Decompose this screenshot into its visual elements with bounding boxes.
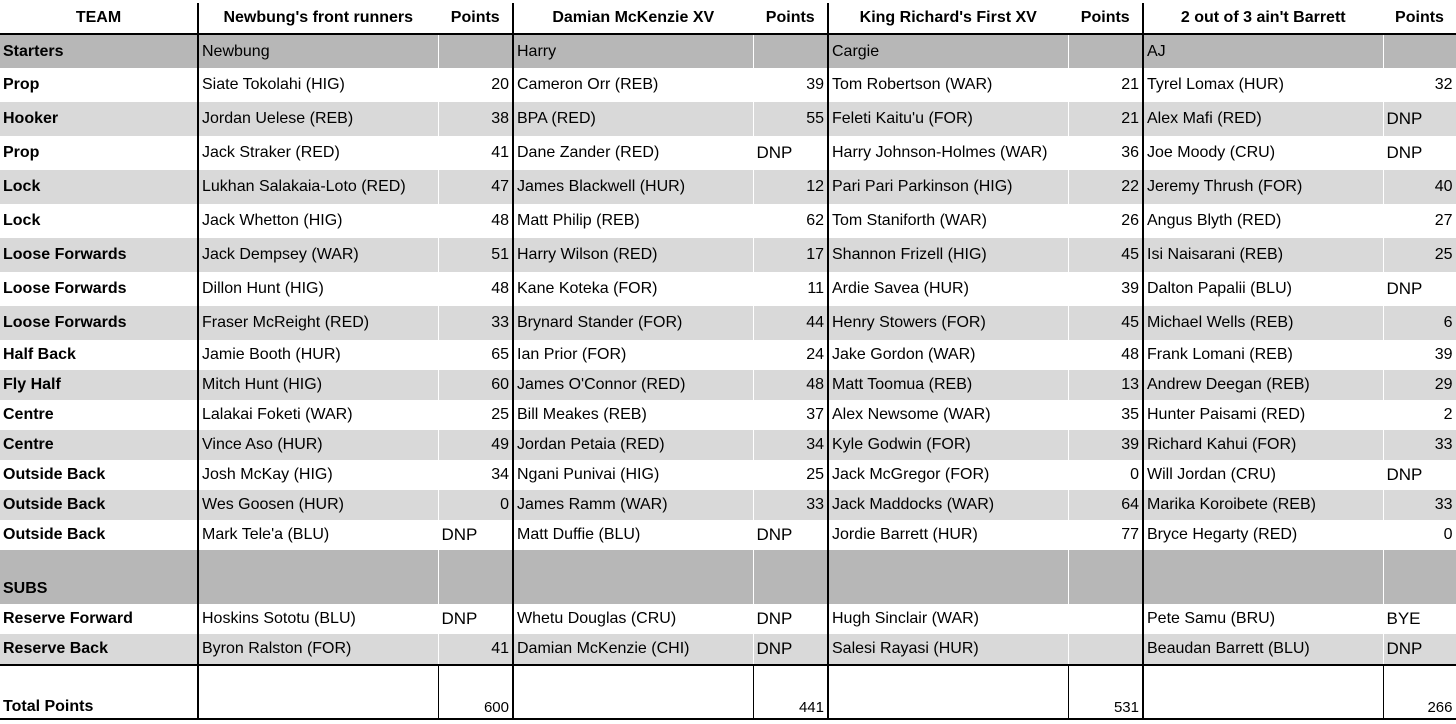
empty-cell[interactable]	[1383, 574, 1456, 604]
position-cell[interactable]: Lock	[0, 204, 198, 238]
points-cell[interactable]: 48	[753, 370, 828, 400]
player-cell[interactable]: Will Jordan (CRU)	[1143, 460, 1383, 490]
empty-cell[interactable]	[828, 550, 1068, 574]
player-cell[interactable]: Alex Newsome (WAR)	[828, 400, 1068, 430]
empty-cell[interactable]	[198, 574, 438, 604]
points-cell[interactable]: 38	[438, 102, 513, 136]
player-cell[interactable]: Hunter Paisami (RED)	[1143, 400, 1383, 430]
sub-row	[0, 604, 1456, 634]
subs-row	[0, 574, 1456, 604]
table-row	[0, 400, 1456, 430]
player-cell[interactable]: Brynard Stander (FOR)	[513, 306, 753, 340]
points-cell[interactable]: 29	[1383, 370, 1456, 400]
player-cell[interactable]: Tom Robertson (WAR)	[828, 68, 1068, 102]
owner-cell[interactable]: Cargie	[828, 34, 1068, 68]
player-cell[interactable]: Whetu Douglas (CRU)	[513, 604, 753, 634]
table-row	[0, 460, 1456, 490]
position-cell[interactable]: Prop	[0, 136, 198, 170]
points-cell[interactable]: 39	[1068, 272, 1143, 306]
player-cell[interactable]: Isi Naisarani (REB)	[1143, 238, 1383, 272]
points-cell[interactable]: 45	[1068, 306, 1143, 340]
points-cell[interactable]: 2	[1383, 400, 1456, 430]
player-cell[interactable]: Lukhan Salakaia-Loto (RED)	[198, 170, 438, 204]
total-label[interactable]: Total Points	[0, 665, 198, 719]
points-cell[interactable]: 25	[753, 460, 828, 490]
points-cell[interactable]: 32	[1383, 68, 1456, 102]
player-cell[interactable]: Wes Goosen (HUR)	[198, 490, 438, 520]
points-cell[interactable]: 20	[438, 68, 513, 102]
points-cell[interactable]: 62	[753, 204, 828, 238]
player-cell[interactable]: Richard Kahui (FOR)	[1143, 430, 1383, 460]
table-row	[0, 102, 1456, 136]
points-cell[interactable]: DNP	[753, 136, 828, 170]
points-cell[interactable]: DNP	[1383, 272, 1456, 306]
player-cell[interactable]: Siate Tokolahi (HIG)	[198, 68, 438, 102]
header-row	[0, 3, 1456, 34]
player-cell[interactable]: Bryce Hegarty (RED)	[1143, 520, 1383, 550]
points-cell[interactable]: 33	[1383, 490, 1456, 520]
points-cell[interactable]: 25	[438, 400, 513, 430]
empty-cell[interactable]	[1143, 574, 1383, 604]
table-row	[0, 520, 1456, 550]
table-row	[0, 490, 1456, 520]
points-cell[interactable]	[1068, 634, 1143, 665]
player-cell[interactable]: Jack McGregor (FOR)	[828, 460, 1068, 490]
player-cell[interactable]: Jack Dempsey (WAR)	[198, 238, 438, 272]
team-name-header[interactable]: 2 out of 3 ain't Barrett	[1143, 3, 1383, 34]
player-cell[interactable]: Cameron Orr (REB)	[513, 68, 753, 102]
position-cell[interactable]: Loose Forwards	[0, 238, 198, 272]
sub-row	[0, 634, 1456, 665]
total-points[interactable]: 441	[753, 665, 828, 719]
starters-row	[0, 34, 1456, 68]
points-cell[interactable]: 0	[1068, 460, 1143, 490]
player-cell[interactable]: Jack Straker (RED)	[198, 136, 438, 170]
points-cell[interactable]	[1068, 34, 1143, 68]
points-cell[interactable]: 13	[1068, 370, 1143, 400]
points-cell[interactable]: DNP	[1383, 136, 1456, 170]
player-cell[interactable]: Dane Zander (RED)	[513, 136, 753, 170]
empty-cell[interactable]	[198, 550, 438, 574]
points-cell[interactable]: 11	[753, 272, 828, 306]
player-cell[interactable]: Kane Koteka (FOR)	[513, 272, 753, 306]
player-cell[interactable]: Henry Stowers (FOR)	[828, 306, 1068, 340]
position-cell[interactable]: Outside Back	[0, 520, 198, 550]
position-cell[interactable]: Hooker	[0, 102, 198, 136]
empty-cell[interactable]	[828, 574, 1068, 604]
player-cell[interactable]: Mark Tele'a (BLU)	[198, 520, 438, 550]
empty-cell[interactable]	[1143, 550, 1383, 574]
points-cell[interactable]: 48	[1068, 340, 1143, 370]
points-cell[interactable]: 33	[1383, 430, 1456, 460]
player-cell[interactable]: Matt Philip (REB)	[513, 204, 753, 238]
player-cell[interactable]: Vince Aso (HUR)	[198, 430, 438, 460]
total-points[interactable]: 266	[1383, 665, 1456, 719]
points-header[interactable]: Points	[1383, 3, 1456, 34]
player-cell[interactable]: Harry Johnson-Holmes (WAR)	[828, 136, 1068, 170]
table-row	[0, 340, 1456, 370]
player-cell[interactable]: Ngani Punivai (HIG)	[513, 460, 753, 490]
player-cell[interactable]: Jack Whetton (HIG)	[198, 204, 438, 238]
table-row	[0, 272, 1456, 306]
empty-cell[interactable]	[513, 574, 753, 604]
points-cell[interactable]: 12	[753, 170, 828, 204]
owner-cell[interactable]: Harry	[513, 34, 753, 68]
player-cell[interactable]: Ian Prior (FOR)	[513, 340, 753, 370]
table-body	[0, 3, 1456, 719]
points-cell[interactable]: DNP	[438, 520, 513, 550]
owner-cell[interactable]: AJ	[1143, 34, 1383, 68]
position-cell[interactable]: Half Back	[0, 340, 198, 370]
points-cell[interactable]	[438, 34, 513, 68]
points-cell[interactable]: 49	[438, 430, 513, 460]
player-cell[interactable]: Feleti Kaitu'u (FOR)	[828, 102, 1068, 136]
empty-cell[interactable]	[1068, 550, 1143, 574]
position-cell[interactable]: Fly Half	[0, 370, 198, 400]
points-cell[interactable]: 51	[438, 238, 513, 272]
points-cell[interactable]: 6	[1383, 306, 1456, 340]
position-cell[interactable]: Outside Back	[0, 460, 198, 490]
points-cell[interactable]: 25	[1383, 238, 1456, 272]
points-cell[interactable]: DNP	[1383, 634, 1456, 665]
points-cell[interactable]: 55	[753, 102, 828, 136]
points-cell[interactable]: DNP	[1383, 460, 1456, 490]
player-cell[interactable]: Tyrel Lomax (HUR)	[1143, 68, 1383, 102]
table-row	[0, 68, 1456, 102]
player-cell[interactable]: Andrew Deegan (REB)	[1143, 370, 1383, 400]
player-cell[interactable]: James O'Connor (RED)	[513, 370, 753, 400]
points-cell[interactable]: 24	[753, 340, 828, 370]
player-cell[interactable]: Salesi Rayasi (HUR)	[828, 634, 1068, 665]
points-cell[interactable]: 39	[1383, 340, 1456, 370]
team-header[interactable]: TEAM	[0, 3, 198, 34]
points-cell[interactable]	[753, 34, 828, 68]
empty-cell[interactable]	[753, 574, 828, 604]
player-cell[interactable]: Shannon Frizell (HIG)	[828, 238, 1068, 272]
points-cell[interactable]: DNP	[753, 604, 828, 634]
player-cell[interactable]: Dillon Hunt (HIG)	[198, 272, 438, 306]
player-cell[interactable]: Frank Lomani (REB)	[1143, 340, 1383, 370]
player-cell[interactable]: Pari Pari Parkinson (HIG)	[828, 170, 1068, 204]
player-cell[interactable]: Jack Maddocks (WAR)	[828, 490, 1068, 520]
points-header[interactable]: Points	[438, 3, 513, 34]
player-cell[interactable]: Jordan Petaia (RED)	[513, 430, 753, 460]
section-label[interactable]: Starters	[0, 34, 198, 68]
player-cell[interactable]: Marika Koroibete (REB)	[1143, 490, 1383, 520]
points-cell[interactable]: 64	[1068, 490, 1143, 520]
player-cell[interactable]: Harry Wilson (RED)	[513, 238, 753, 272]
spreadsheet	[0, 3, 1456, 720]
empty-cell[interactable]	[828, 665, 1068, 719]
points-cell[interactable]: DNP	[1383, 102, 1456, 136]
player-cell[interactable]: Josh McKay (HIG)	[198, 460, 438, 490]
points-cell[interactable]: BYE	[1383, 604, 1456, 634]
player-cell[interactable]: Jordie Barrett (HUR)	[828, 520, 1068, 550]
points-header[interactable]: Points	[1068, 3, 1143, 34]
total-points[interactable]: 531	[1068, 665, 1143, 719]
empty-cell[interactable]	[1068, 574, 1143, 604]
points-cell[interactable]	[1383, 34, 1456, 68]
player-cell[interactable]: Damian McKenzie (CHI)	[513, 634, 753, 665]
points-cell[interactable]: 40	[1383, 170, 1456, 204]
player-cell[interactable]: Jamie Booth (HUR)	[198, 340, 438, 370]
empty-cell[interactable]	[1143, 665, 1383, 719]
points-cell[interactable]: DNP	[753, 520, 828, 550]
player-cell[interactable]: Hugh Sinclair (WAR)	[828, 604, 1068, 634]
points-cell[interactable]: 39	[753, 68, 828, 102]
points-cell[interactable]: 37	[753, 400, 828, 430]
player-cell[interactable]: Beaudan Barrett (BLU)	[1143, 634, 1383, 665]
position-cell[interactable]: Loose Forwards	[0, 306, 198, 340]
player-cell[interactable]: Angus Blyth (RED)	[1143, 204, 1383, 238]
points-cell[interactable]: 41	[438, 136, 513, 170]
empty-cell[interactable]	[753, 550, 828, 574]
team-name-header[interactable]: Damian McKenzie XV	[513, 3, 753, 34]
player-cell[interactable]: Matt Duffie (BLU)	[513, 520, 753, 550]
player-cell[interactable]: Dalton Papalii (BLU)	[1143, 272, 1383, 306]
points-cell[interactable]: 47	[438, 170, 513, 204]
points-cell[interactable]: 0	[438, 490, 513, 520]
points-cell[interactable]: 33	[753, 490, 828, 520]
points-cell[interactable]: 35	[1068, 400, 1143, 430]
points-cell[interactable]: DNP	[753, 634, 828, 665]
points-cell[interactable]: 0	[1383, 520, 1456, 550]
fantasy-rugby-table	[0, 3, 1456, 720]
points-cell[interactable]: 33	[438, 306, 513, 340]
player-cell[interactable]: Pete Samu (BRU)	[1143, 604, 1383, 634]
player-cell[interactable]: Ardie Savea (HUR)	[828, 272, 1068, 306]
team-name-header[interactable]: King Richard's First XV	[828, 3, 1068, 34]
empty-cell[interactable]	[0, 550, 198, 574]
player-cell[interactable]: Matt Toomua (REB)	[828, 370, 1068, 400]
points-cell[interactable]: 41	[438, 634, 513, 665]
position-cell[interactable]: Prop	[0, 68, 198, 102]
points-cell[interactable]: 77	[1068, 520, 1143, 550]
points-cell[interactable]: 17	[753, 238, 828, 272]
player-cell[interactable]: Tom Staniforth (WAR)	[828, 204, 1068, 238]
table-row	[0, 136, 1456, 170]
player-cell[interactable]: Jordan Uelese (REB)	[198, 102, 438, 136]
position-cell[interactable]: Lock	[0, 170, 198, 204]
player-cell[interactable]: Michael Wells (REB)	[1143, 306, 1383, 340]
empty-cell[interactable]	[1383, 550, 1456, 574]
player-cell[interactable]: Alex Mafi (RED)	[1143, 102, 1383, 136]
player-cell[interactable]: Mitch Hunt (HIG)	[198, 370, 438, 400]
owner-cell[interactable]: Newbung	[198, 34, 438, 68]
position-cell[interactable]: Reserve Forward	[0, 604, 198, 634]
position-cell[interactable]: Loose Forwards	[0, 272, 198, 306]
empty-cell[interactable]	[513, 665, 753, 719]
player-cell[interactable]: Fraser McReight (RED)	[198, 306, 438, 340]
points-header[interactable]: Points	[753, 3, 828, 34]
points-cell[interactable]: 27	[1383, 204, 1456, 238]
points-cell[interactable]: 21	[1068, 102, 1143, 136]
position-cell[interactable]: Centre	[0, 430, 198, 460]
points-cell[interactable]: DNP	[438, 604, 513, 634]
player-cell[interactable]: Joe Moody (CRU)	[1143, 136, 1383, 170]
points-cell[interactable]	[1068, 604, 1143, 634]
player-cell[interactable]: Lalakai Foketi (WAR)	[198, 400, 438, 430]
points-cell[interactable]: 21	[1068, 68, 1143, 102]
empty-cell[interactable]	[438, 574, 513, 604]
points-cell[interactable]: 45	[1068, 238, 1143, 272]
position-cell[interactable]: Reserve Back	[0, 634, 198, 665]
points-cell[interactable]: 34	[753, 430, 828, 460]
table-row	[0, 370, 1456, 400]
player-cell[interactable]: Byron Ralston (FOR)	[198, 634, 438, 665]
points-cell[interactable]: 65	[438, 340, 513, 370]
player-cell[interactable]: Jake Gordon (WAR)	[828, 340, 1068, 370]
points-cell[interactable]: 60	[438, 370, 513, 400]
player-cell[interactable]: Jeremy Thrush (FOR)	[1143, 170, 1383, 204]
points-cell[interactable]: 36	[1068, 136, 1143, 170]
position-cell[interactable]: Centre	[0, 400, 198, 430]
player-cell[interactable]: Kyle Godwin (FOR)	[828, 430, 1068, 460]
player-cell[interactable]: James Ramm (WAR)	[513, 490, 753, 520]
points-cell[interactable]: 48	[438, 272, 513, 306]
points-cell[interactable]: 44	[753, 306, 828, 340]
player-cell[interactable]: BPA (RED)	[513, 102, 753, 136]
table-row	[0, 204, 1456, 238]
points-cell[interactable]: 48	[438, 204, 513, 238]
points-cell[interactable]: 22	[1068, 170, 1143, 204]
points-cell[interactable]: 26	[1068, 204, 1143, 238]
empty-cell[interactable]	[438, 550, 513, 574]
total-row	[0, 665, 1456, 719]
team-name-header[interactable]: Newbung's front runners	[198, 3, 438, 34]
player-cell[interactable]: James Blackwell (HUR)	[513, 170, 753, 204]
table-row	[0, 306, 1456, 340]
table-row	[0, 238, 1456, 272]
table-row	[0, 430, 1456, 460]
points-cell[interactable]: 34	[438, 460, 513, 490]
player-cell[interactable]: Bill Meakes (REB)	[513, 400, 753, 430]
total-points[interactable]: 600	[438, 665, 513, 719]
table-row	[0, 170, 1456, 204]
points-cell[interactable]: 39	[1068, 430, 1143, 460]
empty-cell[interactable]	[198, 665, 438, 719]
spacer-row	[0, 550, 1456, 574]
position-cell[interactable]: Outside Back	[0, 490, 198, 520]
empty-cell[interactable]	[513, 550, 753, 574]
player-cell[interactable]: Hoskins Sototu (BLU)	[198, 604, 438, 634]
section-label[interactable]: SUBS	[0, 574, 198, 604]
